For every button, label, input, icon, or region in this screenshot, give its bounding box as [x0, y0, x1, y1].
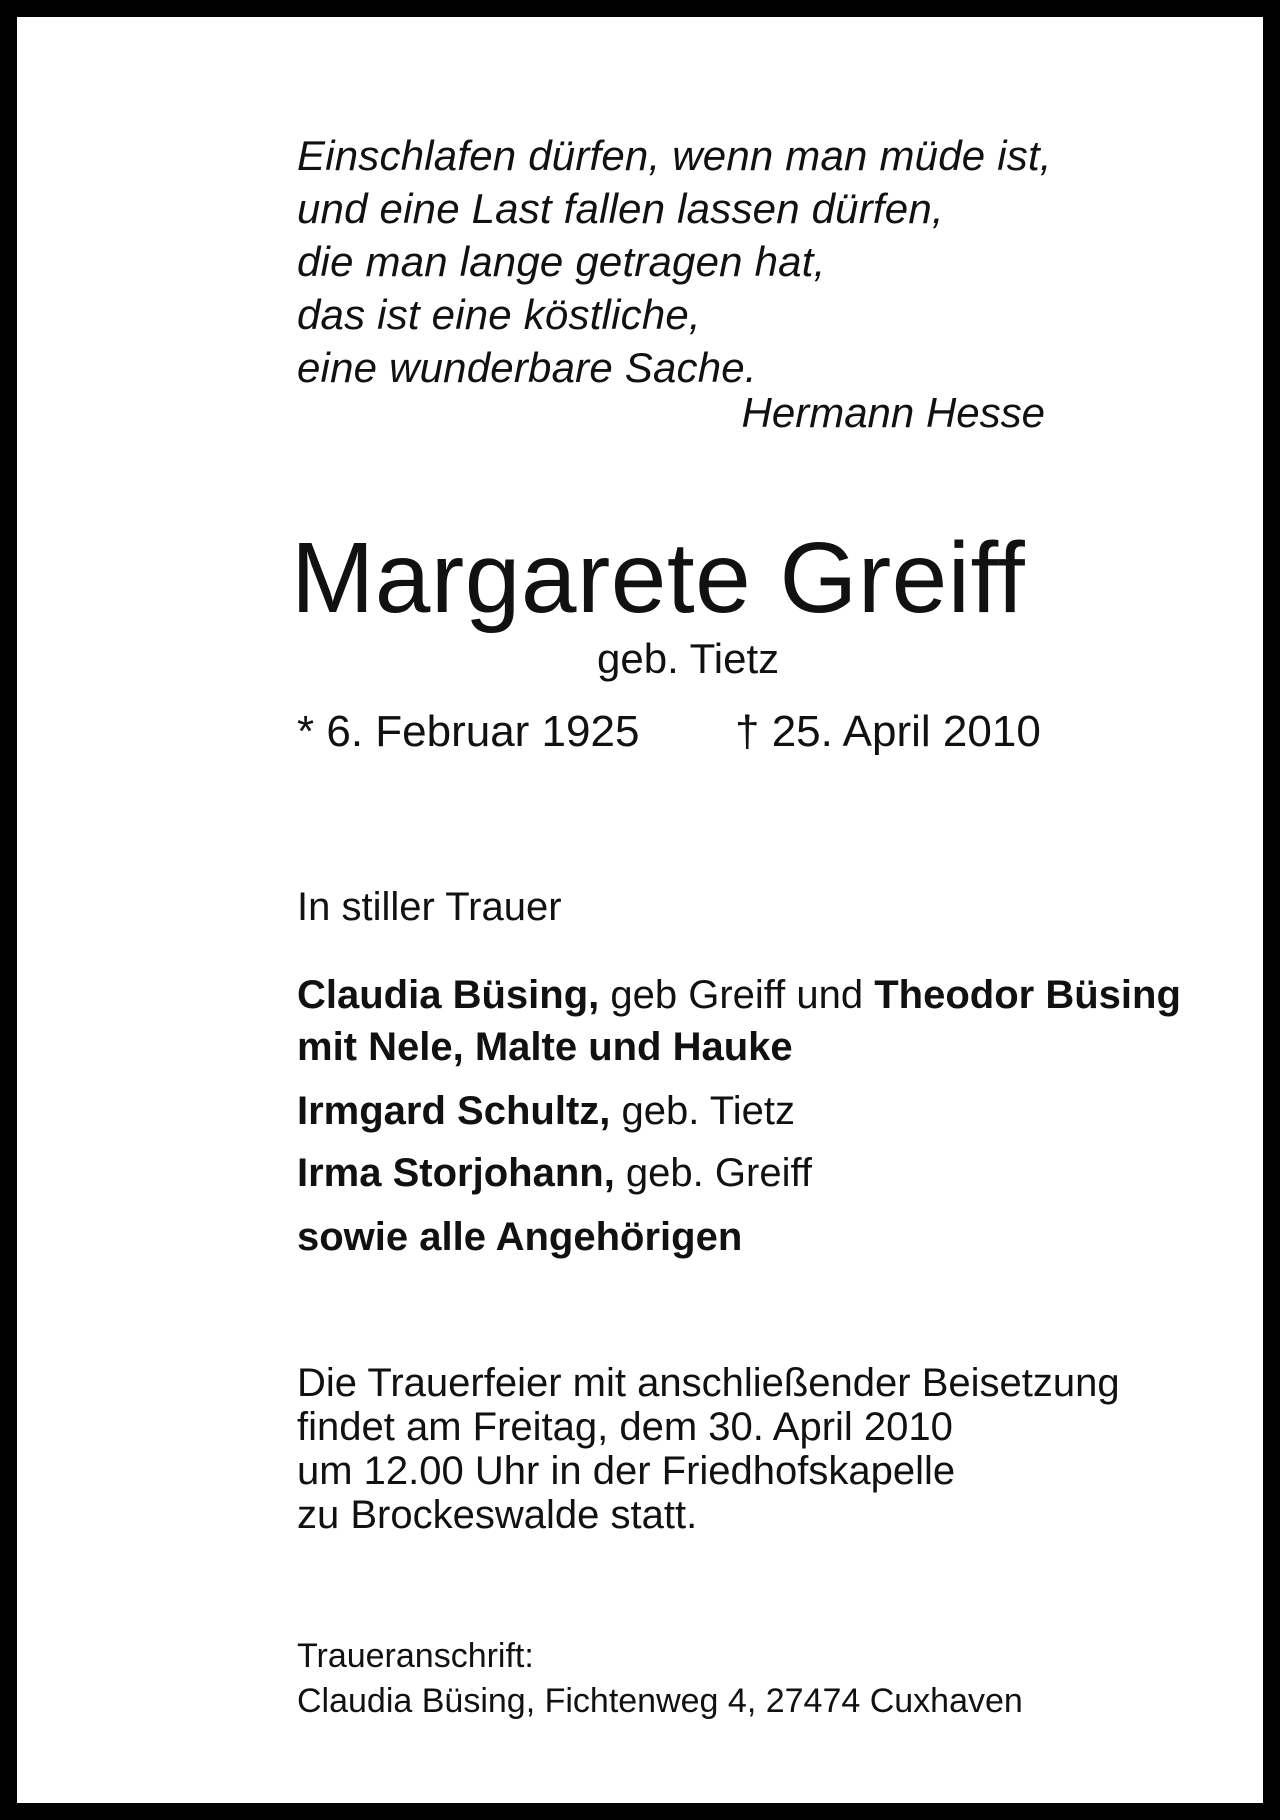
quote-line: Einschlafen dürfen, wenn man müde ist, — [297, 132, 1052, 179]
address-label: Traueranschrift: — [297, 1637, 534, 1675]
family-member-name: mit Nele, Malte und Hauke — [297, 1025, 793, 1069]
family-line — [297, 1147, 812, 1199]
quote-line: das ist eine köstliche, — [297, 291, 701, 338]
birth-name: geb. Tietz — [597, 635, 780, 682]
mourning-intro: In stiller Trauer — [297, 885, 562, 929]
ceremony-line: findet am Freitag, dem 30. April 2010 — [297, 1405, 953, 1449]
deceased-name: Margarete Greiff — [291, 522, 1026, 634]
mourning-address: Claudia Büsing, Fichtenweg 4, 27474 Cuxhaven — [297, 1682, 1023, 1720]
family-line — [297, 1211, 742, 1263]
death-date: † 25. April 2010 — [735, 707, 1041, 756]
family-member-name: Irma Storjohann, — [297, 1151, 615, 1195]
ceremony-line: um 12.00 Uhr in der Friedhofskapelle — [297, 1449, 956, 1493]
obituary-card — [17, 17, 1263, 1803]
family-member-name: Claudia Büsing, — [297, 973, 600, 1017]
quote-line: und eine Last fallen lassen dürfen, — [297, 185, 944, 232]
quote-line: die man lange getragen hat, — [297, 238, 826, 285]
family-member-name: sowie alle Angehörigen — [297, 1215, 743, 1259]
family-line — [297, 1021, 793, 1073]
ceremony-info — [297, 1361, 1120, 1537]
family-relation: geb Greiff und — [599, 973, 875, 1017]
family-member-name: Theodor Büsing — [874, 973, 1181, 1017]
family-relation: geb. Tietz — [610, 1089, 795, 1133]
ceremony-line: zu Brockeswalde statt. — [297, 1493, 698, 1537]
quote-line: eine wunderbare Sache. — [297, 344, 757, 391]
ceremony-line: Die Trauerfeier mit anschließender Beisetzung — [297, 1361, 1120, 1405]
birth-date: * 6. Februar 1925 — [297, 707, 640, 756]
family-member-name: Irmgard Schultz, — [297, 1089, 611, 1133]
quote-author: Hermann Hesse — [741, 389, 1045, 436]
family-line — [297, 1085, 795, 1137]
family-relation: geb. Greiff — [614, 1151, 812, 1195]
family-line — [297, 969, 1181, 1021]
quote — [297, 129, 1052, 394]
